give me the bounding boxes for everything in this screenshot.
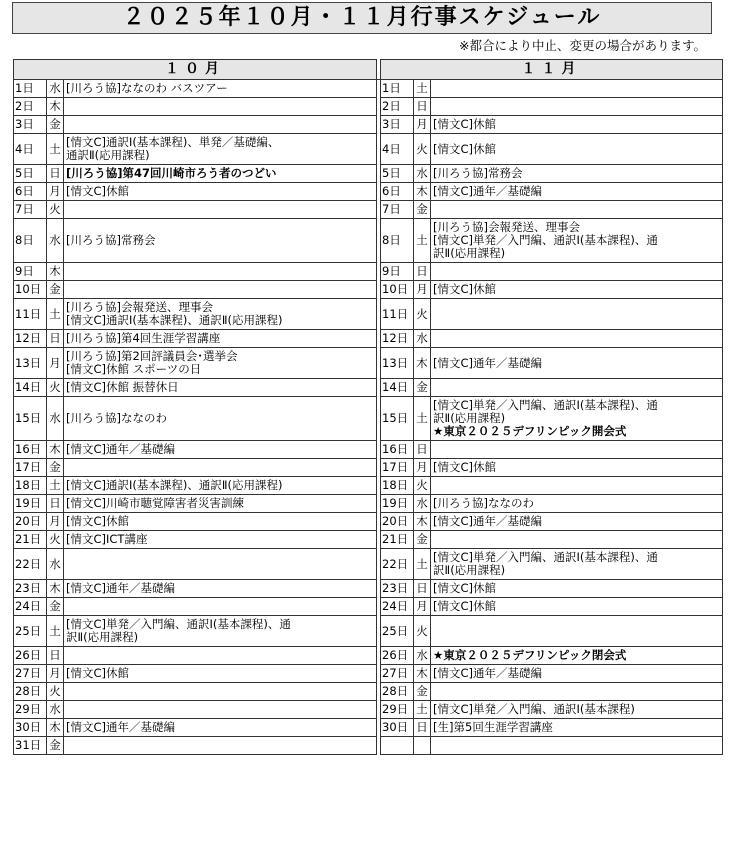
schedule-row [14,531,723,549]
event-cell [64,116,377,134]
event-text: [情文C]単発／入門編、通訳Ⅰ(基本課程)、通 [433,398,658,412]
weekday-cell: 木 [47,441,64,459]
event-cell [64,80,377,98]
schedule-table [13,59,723,755]
weekday-cell [414,737,431,755]
event-cell [431,201,723,219]
event-cell [431,98,723,116]
weekday-cell: 金 [47,281,64,299]
event-text: [情文C]休館 [433,599,497,613]
date-cell: 8日 [381,219,414,263]
schedule-body [14,80,723,755]
date-cell: 8日 [14,219,47,263]
date-cell: 24日 [14,598,47,616]
event-cell [431,379,723,397]
weekday-cell: 日 [47,495,64,513]
weekday-cell: 月 [414,281,431,299]
event-text: 訳Ⅱ(応用課程) [433,563,506,577]
weekday-cell: 日 [414,441,431,459]
schedule-row [14,299,723,330]
date-cell: 20日 [381,513,414,531]
month-header-november: １１月 [381,60,723,80]
date-cell: 4日 [14,134,47,165]
event-cell [64,397,377,441]
date-cell: 18日 [14,477,47,495]
weekday-cell: 日 [414,719,431,737]
weekday-cell: 月 [47,348,64,379]
event-cell [431,116,723,134]
event-text: [情文C]休館 [433,141,497,156]
event-cell [431,683,723,701]
schedule-row [14,495,723,513]
weekday-cell: 水 [47,219,64,263]
event-cell [431,531,723,549]
event-cell [431,598,723,616]
event-cell [64,330,377,348]
date-cell: 27日 [14,665,47,683]
schedule-row [14,701,723,719]
event-cell [64,263,377,281]
event-cell [431,495,723,513]
event-text: [情文C]単発／入門編、通訳Ⅰ(基本課程) [433,702,635,716]
date-cell: 21日 [381,531,414,549]
event-text: [情文C]通年／基礎編 [433,184,543,198]
date-cell: 18日 [381,477,414,495]
weekday-cell: 月 [414,598,431,616]
schedule-row [14,477,723,495]
event-cell [431,219,723,263]
weekday-cell: 土 [414,701,431,719]
weekday-cell: 土 [47,299,64,330]
date-cell: 23日 [381,580,414,598]
weekday-cell: 木 [47,719,64,737]
event-text: [情文C]川崎市聴覚障害者災害訓練 [66,496,245,510]
event-cell [431,183,723,201]
weekday-cell: 土 [47,477,64,495]
schedule-row [14,98,723,116]
event-cell [64,299,377,330]
date-cell: 4日 [381,134,414,165]
weekday-cell: 木 [414,513,431,531]
event-text: [情文C]通訳Ⅰ(基本課程)、通訳Ⅱ(応用課程) [66,478,283,492]
event-cell [64,513,377,531]
page-title: ２０２５年１０月・１１月行事スケジュール [12,2,712,34]
event-text: [川ろう協]常務会 [66,233,156,247]
weekday-cell: 金 [47,737,64,755]
event-text: [情文C]休館 スポーツの日 [66,362,202,376]
schedule-note: ※都合により中止、変更の場合があります。 [459,38,706,53]
event-cell [64,459,377,477]
weekday-cell: 火 [47,683,64,701]
date-cell: 26日 [14,647,47,665]
event-cell [64,201,377,219]
date-cell: 25日 [381,616,414,647]
event-text: [情文C]通年／基礎編 [433,355,543,370]
date-cell: 22日 [14,549,47,580]
schedule-row [14,281,723,299]
date-cell: 15日 [14,397,47,441]
event-text: [川ろう協]第4回生涯学習講座 [66,331,221,345]
event-cell [64,98,377,116]
schedule-row [14,549,723,580]
event-cell [431,719,723,737]
weekday-cell: 火 [47,379,64,397]
event-cell [431,281,723,299]
event-cell [431,737,723,755]
weekday-cell: 日 [414,98,431,116]
event-cell [64,219,377,263]
weekday-cell: 金 [414,201,431,219]
weekday-cell: 金 [47,459,64,477]
event-cell [64,281,377,299]
date-cell: 14日 [14,379,47,397]
weekday-cell: 土 [47,616,64,647]
event-text: [情文C]ICT講座 [66,532,148,546]
date-cell: 20日 [14,513,47,531]
date-cell: 2日 [14,98,47,116]
date-cell: 16日 [381,441,414,459]
date-cell: 3日 [14,116,47,134]
event-text: [川ろう協]第2回評議員会･選挙会 [66,349,238,363]
weekday-cell: 日 [47,330,64,348]
event-text: [川ろう協]第47回川崎市ろう者のつどい [66,166,277,180]
date-cell: 25日 [14,616,47,647]
date-cell: 26日 [381,647,414,665]
event-text: [川ろう協]常務会 [433,166,523,180]
date-cell: 9日 [14,263,47,281]
event-cell [431,80,723,98]
event-cell [64,531,377,549]
weekday-cell: 月 [414,116,431,134]
weekday-cell: 水 [47,397,64,441]
date-cell: 2日 [381,98,414,116]
event-text: [情文C]通年／基礎編 [433,514,543,528]
event-cell [64,616,377,647]
event-text: [情文C]通訳Ⅰ(基本課程)、通訳Ⅱ(応用課程) [66,313,283,327]
event-text: [情文C]通訳Ⅰ(基本課程)、単発／基礎編、 [66,135,280,149]
date-cell: 13日 [14,348,47,379]
date-cell: 1日 [14,80,47,98]
date-cell: 30日 [381,719,414,737]
weekday-cell: 月 [47,513,64,531]
weekday-cell: 木 [47,580,64,598]
event-text: 通訳Ⅱ(応用課程) [66,148,150,162]
date-cell: 24日 [381,598,414,616]
event-text: [情文C]単発／入門編、通訳Ⅰ(基本課程)、通 [433,550,658,564]
schedule-row [14,647,723,665]
date-cell: 22日 [381,549,414,580]
schedule-row [14,80,723,98]
event-text: [情文C]単発／入門編、通訳Ⅰ(基本課程)、通 [66,617,291,631]
schedule-row [14,513,723,531]
date-cell: 23日 [14,580,47,598]
schedule-row [14,263,723,281]
schedule-row [14,379,723,397]
date-cell: 12日 [14,330,47,348]
weekday-cell: 水 [47,549,64,580]
weekday-cell: 月 [414,459,431,477]
weekday-cell: 日 [414,263,431,281]
schedule-row [14,134,723,165]
event-cell [431,549,723,580]
schedule-row [14,397,723,441]
event-cell [64,183,377,201]
date-cell: 21日 [14,531,47,549]
event-text: [川ろう協]ななのわ [433,496,535,510]
date-cell [381,737,414,755]
schedule-row [14,219,723,263]
date-cell: 5日 [14,165,47,183]
weekday-cell: 水 [47,80,64,98]
event-text: [情文C]通年／基礎編 [66,442,176,456]
event-cell [431,299,723,330]
event-text: [川ろう協]会報発送、理事会 [433,220,581,234]
schedule-row [14,165,723,183]
date-cell: 14日 [381,379,414,397]
schedule-row [14,598,723,616]
date-cell: 29日 [381,701,414,719]
date-cell: 17日 [381,459,414,477]
event-cell [64,647,377,665]
weekday-cell: 木 [414,183,431,201]
date-cell: 10日 [381,281,414,299]
event-text: [生]第5回生涯学習講座 [433,720,553,734]
weekday-cell: 火 [414,299,431,330]
event-cell [431,513,723,531]
event-cell [64,683,377,701]
event-text: [川ろう協]会報発送、理事会 [66,300,213,314]
date-cell: 11日 [381,299,414,330]
weekday-cell: 火 [47,531,64,549]
event-text: [情文C]休館 [433,460,497,474]
event-text: [情文C]休館 [433,581,497,595]
weekday-cell: 土 [414,549,431,580]
event-text: [情文C]休館 [433,117,497,131]
event-text: [川ろう協]ななのわ バスツアー [66,81,228,95]
date-cell: 9日 [381,263,414,281]
schedule-row [14,459,723,477]
event-cell [431,477,723,495]
event-cell [431,348,723,379]
date-cell: 31日 [14,737,47,755]
weekday-cell: 日 [47,165,64,183]
weekday-cell: 土 [414,397,431,441]
weekday-cell: 金 [47,598,64,616]
event-cell [64,379,377,397]
event-text: [情文C]休館 振替休日 [66,380,179,394]
event-cell [64,719,377,737]
weekday-cell: 木 [414,348,431,379]
event-cell [64,441,377,459]
event-text: [情文C]通年／基礎編 [433,666,543,680]
event-text: [情文C]通年／基礎編 [66,720,176,734]
weekday-cell: 日 [47,647,64,665]
schedule-row [14,183,723,201]
event-text: [情文C]休館 [66,666,130,680]
schedule-row [14,330,723,348]
date-cell: 16日 [14,441,47,459]
date-cell: 1日 [381,80,414,98]
schedule-row [14,719,723,737]
event-text: [情文C]休館 [66,514,130,528]
date-cell: 7日 [14,201,47,219]
date-cell: 6日 [14,183,47,201]
weekday-cell: 火 [414,134,431,165]
date-cell: 28日 [381,683,414,701]
event-text: [情文C]休館 [66,184,130,198]
date-cell: 27日 [381,665,414,683]
schedule-row [14,116,723,134]
event-text: [情文C]単発／入門編、通訳Ⅰ(基本課程)、通 [433,233,658,247]
event-cell [431,459,723,477]
event-cell [64,134,377,165]
weekday-cell: 日 [414,580,431,598]
weekday-cell: 月 [47,183,64,201]
event-cell [64,737,377,755]
weekday-cell: 火 [414,616,431,647]
event-text: ★東京２０２５デフリンピック開会式 [433,424,627,438]
weekday-cell: 金 [414,531,431,549]
weekday-cell: 土 [47,134,64,165]
month-header-october: １０月 [14,60,377,80]
schedule-row [14,441,723,459]
schedule-row [14,580,723,598]
event-cell [431,665,723,683]
date-cell: 6日 [381,183,414,201]
event-cell [431,397,723,441]
weekday-cell: 水 [47,701,64,719]
date-cell: 19日 [14,495,47,513]
event-cell [431,647,723,665]
event-cell [64,598,377,616]
event-cell [64,701,377,719]
weekday-cell: 木 [47,98,64,116]
date-cell: 13日 [381,348,414,379]
schedule-row [14,201,723,219]
date-cell: 3日 [381,116,414,134]
date-cell: 12日 [381,330,414,348]
event-cell [64,348,377,379]
event-cell [431,165,723,183]
weekday-cell: 金 [414,379,431,397]
weekday-cell: 月 [47,665,64,683]
event-text: [川ろう協]ななのわ [66,411,167,425]
date-cell: 10日 [14,281,47,299]
event-cell [431,330,723,348]
weekday-cell: 水 [414,165,431,183]
date-cell: 15日 [381,397,414,441]
weekday-cell: 金 [47,116,64,134]
event-cell [64,495,377,513]
event-text: 訳Ⅱ(応用課程) [66,630,139,644]
weekday-cell: 火 [414,477,431,495]
weekday-cell: 土 [414,80,431,98]
event-text: 訳Ⅱ(応用課程) [433,411,506,425]
event-cell [431,134,723,165]
event-cell [64,549,377,580]
weekday-cell: 火 [47,201,64,219]
month-header-row [14,60,723,80]
weekday-cell: 水 [414,330,431,348]
event-cell [64,580,377,598]
event-text: [情文C]休館 [433,282,497,296]
weekday-cell: 土 [414,219,431,263]
weekday-cell: 木 [47,263,64,281]
schedule-row [14,683,723,701]
date-cell: 29日 [14,701,47,719]
event-cell [431,580,723,598]
event-cell [431,616,723,647]
weekday-cell: 金 [414,683,431,701]
schedule-row [14,348,723,379]
date-cell: 17日 [14,459,47,477]
event-text: [情文C]通年／基礎編 [66,581,176,595]
event-cell [431,701,723,719]
date-cell: 11日 [14,299,47,330]
weekday-cell: 水 [414,647,431,665]
event-text: 訳Ⅱ(応用課程) [433,246,506,260]
schedule-row [14,737,723,755]
event-cell [64,665,377,683]
event-cell [64,165,377,183]
event-cell [431,441,723,459]
date-cell: 5日 [381,165,414,183]
event-cell [64,477,377,495]
date-cell: 7日 [381,201,414,219]
schedule-row [14,616,723,647]
weekday-cell: 木 [414,665,431,683]
event-text: ★東京２０２５デフリンピック閉会式 [433,648,627,662]
date-cell: 28日 [14,683,47,701]
schedule-row [14,665,723,683]
date-cell: 19日 [381,495,414,513]
event-cell [431,263,723,281]
date-cell: 30日 [14,719,47,737]
weekday-cell: 水 [414,495,431,513]
